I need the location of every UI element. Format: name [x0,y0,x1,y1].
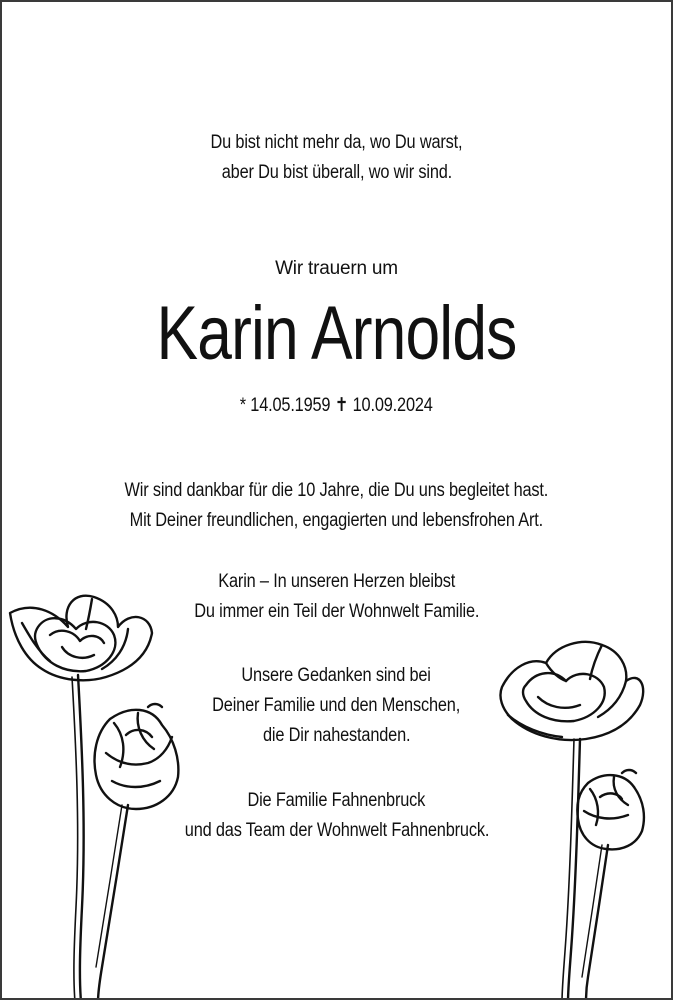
gratitude-line-1: Wir sind dankbar für die 10 Jahre, die Du uns begleitet hast. [124,480,549,501]
signature-line-1: Die Familie Fahnenbruck [247,790,426,811]
remembrance-line-1: Karin – In unseren Herzen bleibst [218,571,455,592]
motto-verse [2,128,671,188]
birth-symbol: * [240,395,247,416]
mourning-intro: Wir trauern um [275,258,398,279]
life-dates [2,391,671,421]
condolence-text [2,661,671,751]
death-date: 10.09.2024 [352,395,433,416]
gratitude-text [2,476,671,536]
condolence-line-1: Unsere Gedanken sind bei [241,665,432,686]
signature-line-2: und das Team der Wohnwelt Fahnenbruck. [184,820,489,841]
remembrance-line-2: Du immer ein Teil der Wohnwelt Familie. [193,601,480,622]
condolence-line-3: die Dir nahestanden. [262,725,411,746]
signature-block [2,786,671,846]
gratitude-line-2: Mit Deiner freundlichen, engagierten und lebensfrohen Art. [129,510,544,531]
death-cross-icon: ✝ [335,395,349,416]
remembrance-text [2,567,671,627]
condolence-line-2: Deiner Familie und den Menschen, [212,695,461,716]
birth-date: 14.05.1959 [250,395,331,416]
motto-line-2: aber Du bist überall, wo wir sind. [221,162,452,183]
motto-line-1: Du bist nicht mehr da, wo Du warst, [210,132,463,153]
deceased-name: Karin Arnolds [156,291,517,376]
